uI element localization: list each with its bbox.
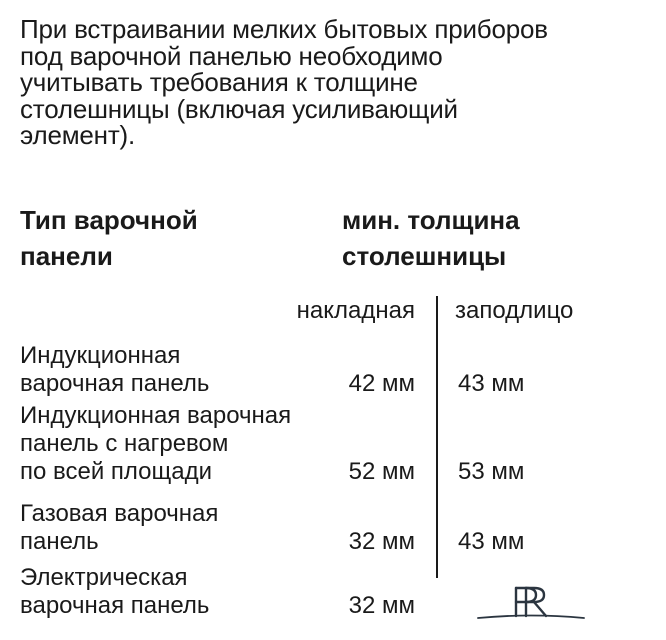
row-name-line: панель <box>20 528 99 555</box>
row-name-line: Индукционная <box>20 342 181 369</box>
subheading-flush-mount: заподлицо <box>455 297 574 324</box>
intro-line: элемент). <box>20 120 136 150</box>
row-name-line: Электрическая <box>20 564 188 591</box>
pr-monogram-logo-icon <box>476 580 586 626</box>
intro-line: учитывать требования к толщине <box>20 67 418 97</box>
heading-line: мин. толщина <box>342 205 520 235</box>
intro-paragraph <box>20 16 660 149</box>
heading-line: Тип варочной <box>20 205 198 235</box>
row-name-line: Индукционная варочная <box>20 402 292 429</box>
intro-line: под варочной панелью необходимо <box>20 40 443 71</box>
row-name-line: панель с нагревом <box>20 430 229 457</box>
row-name-line: варочная панель <box>20 370 210 397</box>
row-name-line: по всей площади <box>20 458 213 485</box>
intro-line: столешницы (включая усиливающий <box>20 93 458 124</box>
row-value-flush: 43 мм <box>458 370 525 397</box>
column-divider <box>436 296 438 578</box>
column-heading-min-thickness <box>342 202 520 274</box>
row-value-flush: 43 мм <box>458 528 525 555</box>
table-row-name <box>20 402 291 486</box>
row-value-surface: 32 мм <box>348 592 415 619</box>
row-name-line: Газовая варочная <box>20 500 219 527</box>
table-row-name <box>20 342 209 398</box>
table-row-name <box>20 564 209 620</box>
table-row-name <box>20 500 218 556</box>
heading-line: столешницы <box>342 241 507 271</box>
subheading-surface-mount: накладная <box>296 297 415 324</box>
row-name-line: варочная панель <box>20 592 210 619</box>
heading-line: панели <box>20 241 113 271</box>
intro-line: При встраивании мелких бытовых приборов <box>20 14 548 44</box>
column-heading-hob-type <box>20 202 198 274</box>
row-value-surface: 32 мм <box>348 528 415 555</box>
row-value-surface: 52 мм <box>348 458 415 485</box>
row-value-flush: 53 мм <box>458 458 525 485</box>
row-value-surface: 42 мм <box>348 370 415 397</box>
